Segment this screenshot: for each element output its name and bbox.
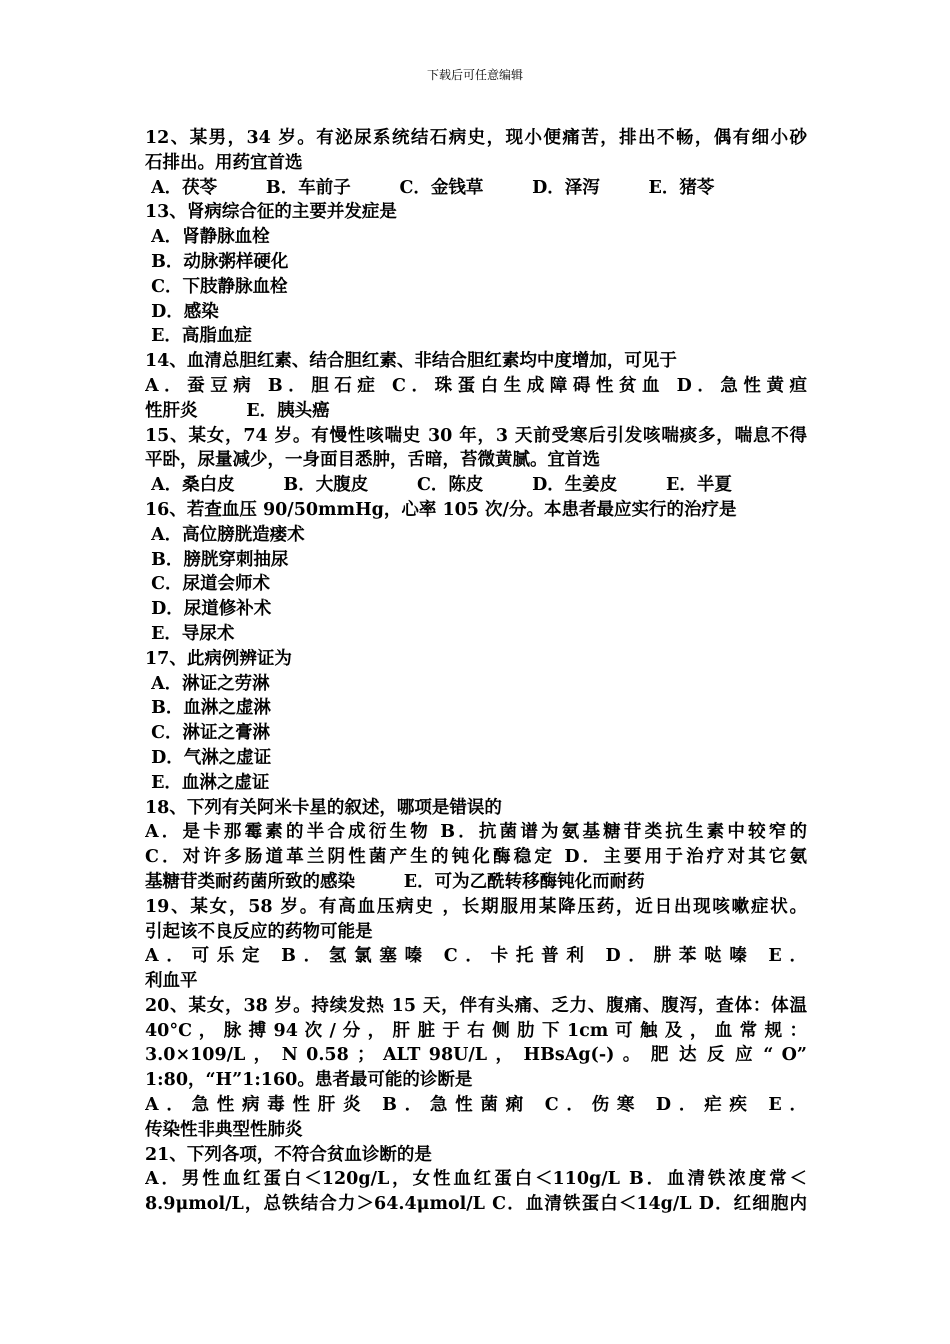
text-line: A．茯苓 B．车前子 C．金钱草 D．泽泻 E．猪苓: [145, 177, 715, 198]
text-line: C．下肢静脉血栓: [145, 276, 288, 297]
text-line: 13、肾病综合征的主要并发症是: [145, 202, 397, 223]
text-line: 1:80，“H”1:160。患者最可能的诊断是: [145, 1070, 473, 1091]
text-line: 基糖苷类耐药菌所致的感染 E．可为乙酰转移酶钝化而耐药: [145, 871, 645, 892]
text-line: 3.0×109/L ， N 0.58 ； ALT 98U/L ， HBsAg(-) 。 肥 达 反 应 “ O”: [145, 1045, 807, 1066]
text-line: B．膀胱穿刺抽尿: [145, 549, 289, 570]
text-line: 21、下列各项，不符合贫血诊断的是: [145, 1144, 432, 1165]
text-line: 18、下列有关阿米卡星的叙述，哪项是错误的: [145, 797, 502, 818]
text-line: D．感染: [145, 301, 219, 322]
text-line: 19、某女，58 岁。有高血压病史 ，长期服用某降压药，近日出现咳嗽症状。: [145, 896, 807, 917]
text-line: 17、此病例辨证为: [145, 648, 292, 669]
text-line: A．可乐定 B．氢氯塞嗪 C．卡托普利 D．肼苯哒嗪 E．: [145, 946, 807, 967]
text-line: A．是卡那霉素的半合成衍生物 B．抗菌谱为氨基糖苷类抗生素中较窄的: [145, 822, 807, 843]
text-line: 8.9μmol/L，总铁结合力＞64.4μmol/L C．血清铁蛋白＜14g/L D．红细胞内: [145, 1194, 807, 1215]
text-line: 引起该不良反应的药物可能是: [145, 921, 373, 942]
text-line: A．肾静脉血栓: [145, 227, 270, 248]
text-line: D．尿道修补术: [145, 599, 272, 620]
text-line: 性肝炎 E．胰头癌: [145, 400, 330, 421]
text-line: A．急性病毒性肝炎 B．急性菌痢 C．伤寒 D．疟疾 E．: [145, 1095, 807, 1116]
text-line: 15、某女，74 岁。有慢性咳喘史 30 年，3 天前受寒后引发咳喘痰多，喘息不得: [145, 425, 807, 446]
text-line: 平卧，尿量减少，一身面目悉肿，舌暗，苔微黄腻。宜首选: [145, 450, 600, 471]
text-line: 传染性非典型性肺炎: [145, 1119, 303, 1140]
text-line: E．高脂血症: [145, 326, 252, 347]
text-line: A．男性血红蛋白＜120g/L，女性血红蛋白＜110g/L B．血清铁浓度常＜: [145, 1169, 807, 1190]
document-body: [145, 126, 807, 1217]
text-line: 利血平: [145, 971, 198, 992]
text-line: A．淋证之劳淋: [145, 673, 270, 694]
text-line: A．高位膀胱造瘘术: [145, 524, 305, 545]
text-line: C．淋证之膏淋: [145, 723, 271, 744]
text-line: B．血淋之虚淋: [145, 698, 271, 719]
text-line: A．蚕豆病 B．胆石症 C．珠蛋白生成障碍性贫血 D．急性黄疸: [145, 375, 807, 396]
text-line: E．血淋之虚证: [145, 772, 270, 793]
page-header: 下载后可任意编辑: [426, 68, 523, 82]
text-line: B．动脉粥样硬化: [145, 251, 289, 272]
text-line: E．导尿术: [145, 623, 235, 644]
text-line: 40°C ， 脉 搏 94 次 / 分 ， 肝 脏 于 右 侧 肋 下 1cm 可 触 及 ， 血 常 规 ：: [145, 1020, 807, 1041]
text-line: 14、血清总胆红素、结合胆红素、非结合胆红素均中度增加，可见于: [145, 351, 677, 372]
text-line: 20、某女，38 岁。持续发热 15 天，伴有头痛、乏力、腹痛、腹泻，查体：体温: [145, 995, 807, 1016]
text-line: A．桑白皮 B．大腹皮 C．陈皮 D．生姜皮 E．半夏: [145, 475, 732, 496]
text-line: C．尿道会师术: [145, 574, 271, 595]
text-line: 石排出。用药宜首选: [145, 152, 303, 173]
text-line: D．气淋之虚证: [145, 747, 272, 768]
text-line: 16、若查血压 90/50mmHg，心率 105 次/分。本患者最应实行的治疗是: [145, 499, 737, 520]
text-line: 12、某男，34 岁。有泌尿系统结石病史，现小便痛苦，排出不畅，偶有细小砂: [145, 128, 807, 148]
text-line: C．对许多肠道革兰阴性菌产生的钝化酶稳定 D．主要用于治疗对其它氨: [145, 847, 807, 868]
